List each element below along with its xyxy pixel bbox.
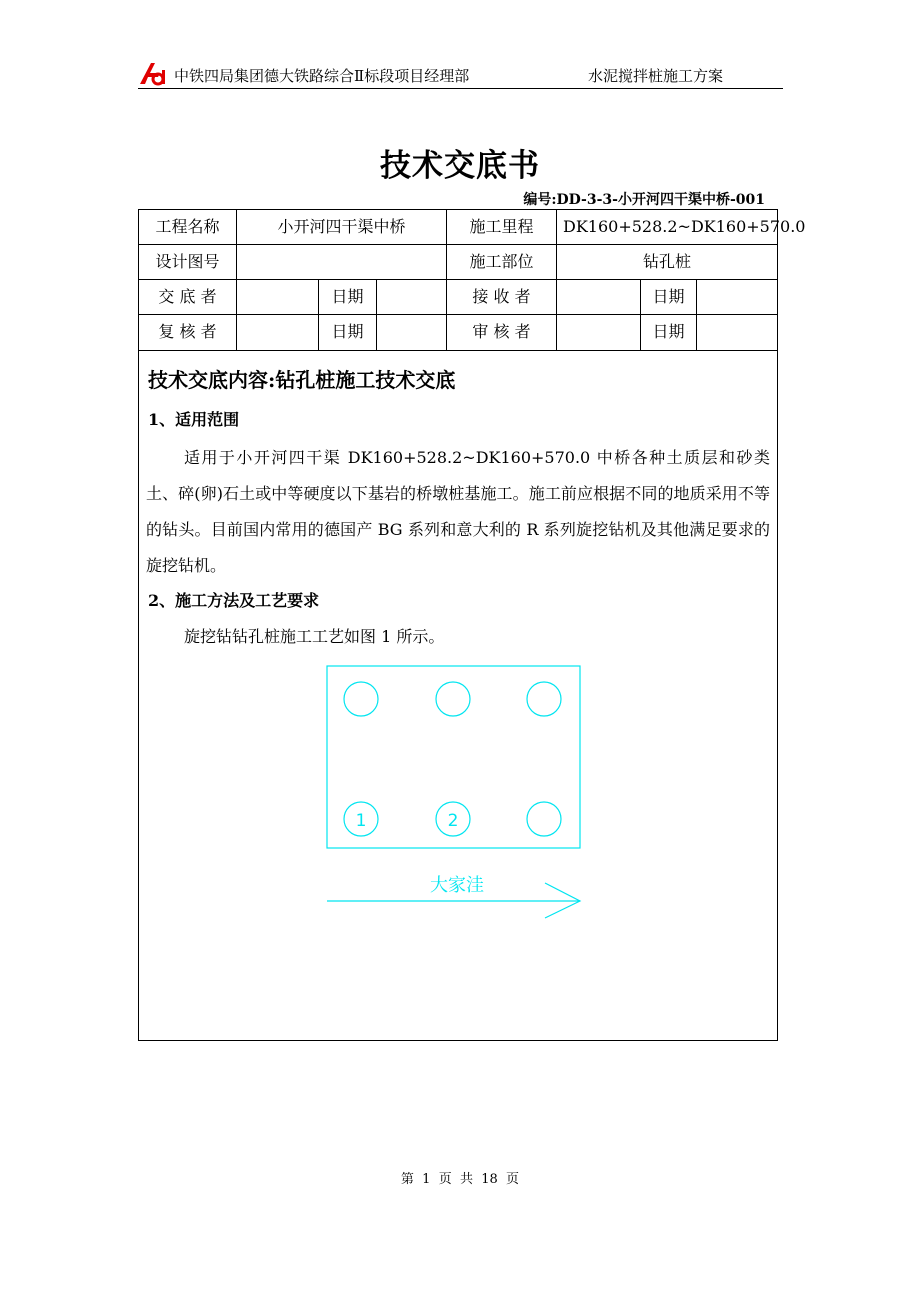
label-date: 日期 bbox=[331, 322, 364, 341]
header-document-name: 水泥搅拌桩施工方案 bbox=[588, 67, 724, 85]
label-auditor: 审 核 者 bbox=[472, 322, 531, 341]
value-project-name: 小开河四干渠中桥 bbox=[277, 217, 406, 236]
label-date: 日期 bbox=[652, 322, 685, 341]
label-drawing-no: 设计图号 bbox=[155, 252, 220, 271]
document-code: 编号:DD-3-3-小开河四干渠中桥-001 bbox=[523, 192, 765, 208]
value-drawing-no bbox=[237, 245, 446, 279]
value-construction-part: 钻孔桩 bbox=[642, 252, 691, 271]
value-mileage: DK160+528.2~DK160+570.0 bbox=[563, 217, 806, 236]
header-organization: 中铁四局集团德大铁路综合Ⅱ标段项目经理部 bbox=[174, 67, 470, 85]
col-divider bbox=[696, 279, 697, 350]
company-logo-icon bbox=[138, 60, 168, 86]
label-construction-part: 施工部位 bbox=[469, 252, 534, 271]
pile-label-2: 2 bbox=[447, 811, 459, 831]
section-2-title: 2、施工方法及工艺要求 bbox=[148, 591, 320, 610]
label-receiver: 接 收 者 bbox=[472, 287, 531, 306]
pile-label-1: 1 bbox=[355, 811, 367, 831]
section-1-title: 1、适用范围 bbox=[148, 410, 240, 429]
section-2-text: 旋挖钻钻孔桩施工工艺如图 1 所示。 bbox=[184, 627, 445, 646]
page-header bbox=[138, 60, 783, 89]
label-mileage: 施工里程 bbox=[469, 217, 534, 236]
section-1-text: 适用于小开河四干渠 DK160+528.2~DK160+570.0 中桥各种土质层和砂类土、碎(卵)石土或中等硬度以下基岩的桥墩桩基施工。施工前应根据不同的地质采用不等的钻头。目前国内常用的德国产 BG 系列和意大利的 R 系列旋挖钻机及其他满足要求的旋挖钻机。 bbox=[146, 448, 770, 575]
label-project-name: 工程名称 bbox=[155, 217, 220, 236]
arrow-label: 大家洼 bbox=[430, 875, 484, 896]
row-divider bbox=[139, 350, 777, 351]
col-divider bbox=[376, 279, 377, 350]
label-reviewer: 复 核 者 bbox=[158, 322, 217, 341]
page-footer: 第 1 页 共 18 页 bbox=[400, 1172, 520, 1187]
label-date: 日期 bbox=[652, 287, 685, 306]
label-discloser: 交 底 者 bbox=[158, 287, 217, 306]
page-title: 技术交底书 bbox=[380, 148, 540, 184]
col-divider bbox=[556, 210, 557, 350]
label-date: 日期 bbox=[331, 287, 364, 306]
content-title: 技术交底内容:钻孔桩施工技术交底 bbox=[148, 368, 456, 392]
